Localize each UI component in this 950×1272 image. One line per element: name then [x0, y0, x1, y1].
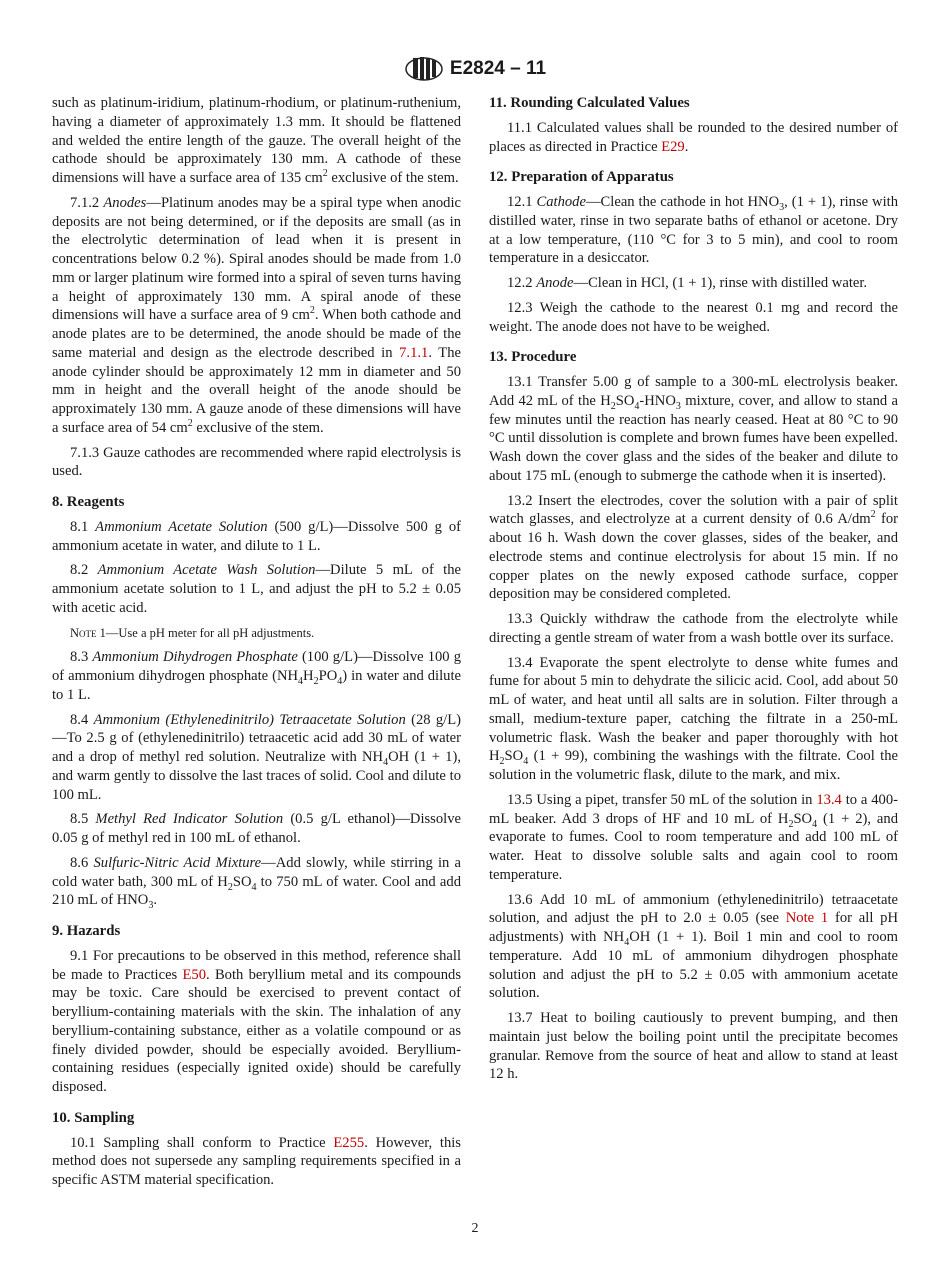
- text-run: SO: [504, 748, 524, 765]
- text-run: —Platinum anodes may be a spiral type when anodic deposits are not being determined, or if the deposits are small (as in the electrolytic determination of lead when it is present in concentrations below 0.2 %). Spiral anodes should be made from 1.0 mm or larger platinum wire formed into a spiral of seven turns having a height of approximately 130 mm. A spiral anode of these dimensions will have a surface area of 9 cm: [52, 194, 461, 324]
- text-run: to 750 mL of water. Cool and add 210 mL of HNO: [52, 873, 461, 909]
- paragraph: [489, 119, 898, 157]
- text-run: PO: [318, 668, 338, 684]
- italic-text: Ammonium Acetate Solution: [95, 518, 268, 535]
- italic-text: Ammonium Acetate Wash Solution: [97, 562, 316, 579]
- text-run: 13.5 Using a pipet, transfer 50 mL of the solution in: [507, 791, 817, 808]
- text-run: OH (1 + 1). Boil 1 min and cool to room temperature. Add 10 mL of ammonium dihydrogen phosphate solution and adjust the pH to 5.2 ± 0.05 with ammonium acetate solution.: [489, 929, 899, 1002]
- superscript: 2: [870, 509, 876, 521]
- subscript: 4: [337, 675, 343, 687]
- paragraph: [489, 274, 898, 293]
- text-run: . When both cathode and anode plates are to be determined, the anode should be made of the same material and design as the electrode described in: [52, 307, 461, 361]
- right-column: [489, 94, 898, 1090]
- text-run: .: [153, 892, 157, 909]
- subscript: 4: [383, 756, 389, 768]
- paragraph: [52, 711, 461, 805]
- text-run: to a 400-mL beaker. Add 3 drops of HF and 10 mL of H: [489, 791, 898, 827]
- paragraph: [489, 193, 898, 268]
- paragraph: [489, 1009, 898, 1084]
- subscript: 2: [313, 675, 319, 687]
- text-run: 10.1 Sampling shall conform to Practice: [70, 1134, 334, 1151]
- subscript: 3: [779, 201, 785, 213]
- text-run: 8.6: [70, 854, 94, 871]
- text-run: —Add slowly, while stirring in a cold water bath, 300 mL of H: [52, 854, 462, 890]
- subscript: 4: [251, 881, 257, 893]
- section-heading: [489, 348, 898, 367]
- paragraph: [489, 299, 898, 337]
- text-run: 13.7 Heat to boiling cautiously to prevent bumping, and then maintain just below the boiling point until the precipitate becomes granular. Remove from the source of heat and allow to stand at least 12 h.: [489, 1010, 898, 1083]
- section-heading: [52, 493, 461, 512]
- text-run: (500 g/L)—Dissolve 500 g of ammonium acetate in water, and dilute to 1 L.: [52, 518, 462, 554]
- text-run: mixture, cover, and allow to stand a few minutes until the reaction has nearly ceased. Heat at 80 °C to 90 °C until dissolution is complete and brown fumes have been expelled. Wash down the cover glass and the sides of the beaker and dilute to about 175 mL (enough to submerge the cathode when it is inserted).: [489, 392, 899, 484]
- subscript: 4: [523, 756, 529, 768]
- subscript: 2: [788, 818, 794, 830]
- text-run: SO: [615, 392, 635, 409]
- text-run: (100 g/L)—Dissolve 100 g of ammonium dihydrogen phosphate (NH: [52, 649, 462, 684]
- text-run: 8.4: [70, 711, 94, 728]
- subscript: 3: [675, 400, 681, 412]
- paragraph: [489, 791, 898, 885]
- text-run: SO: [232, 873, 252, 890]
- text-run: 12.2: [507, 275, 537, 291]
- subscript: 2: [610, 400, 616, 412]
- paragraph: [52, 1134, 461, 1190]
- paragraph: [52, 810, 461, 848]
- text-run: 13.4 Evaporate the spent electrolyte to dense white fumes and fume for about 5 min to dehydrate the silicic acid. Cool, add about 50 mL of water, and heat until all salts are in solution. Filter through a small, medium-texture paper, catching the filtrate in a 250-mL volumetric flask. Wash the beaker and paper thoroughly with hot H: [489, 654, 898, 765]
- italic-text: Methyl Red Indicator Solution: [95, 811, 284, 828]
- text-run: (0.5 g/L ethanol)—Dissolve 0.05 g of methyl red in 100 mL of ethanol.: [52, 811, 461, 846]
- section-heading: [52, 922, 461, 941]
- text-run: 7.1.2: [70, 194, 104, 211]
- paragraph: [489, 373, 898, 486]
- cross-reference-link[interactable]: E255: [333, 1134, 365, 1151]
- section-heading: [489, 168, 898, 187]
- subscript: 4: [624, 936, 630, 948]
- paragraph: [489, 654, 898, 785]
- cross-reference-link[interactable]: E50: [182, 966, 207, 983]
- subscript: 4: [634, 400, 640, 412]
- text-run: . Both beryllium metal and its compounds may be toxic. Care should be exercised to prevent contact of beryllium-containing materials with the skin. The inhalation of any beryllium-containing substance, either as a volatile compound or as finely divided powder, should be especially avoided. Beryllium-containing residues (especially ignited oxide) should be carefully disposed.: [52, 966, 461, 1095]
- paragraph: [52, 854, 461, 910]
- text-run: 13.6 Add 10 mL of ammonium (ethylenedinitrilo) tetraacetate solution, and adjust the pH to 2.0 ± 0.05 (see: [489, 891, 898, 927]
- subscript: 3: [148, 900, 154, 912]
- text-run: 13. Procedure: [489, 349, 577, 366]
- cross-reference-link[interactable]: 13.4: [816, 791, 842, 808]
- text-run: 12.1: [507, 194, 537, 210]
- text-run: 8. Reagents: [52, 494, 125, 510]
- paragraph: [52, 444, 461, 482]
- text-run: 11.1 Calculated values shall be rounded to the desired number of places as directed in Practice: [489, 119, 898, 155]
- text-run: H: [303, 668, 314, 684]
- text-run: -HNO: [639, 392, 676, 409]
- italic-text: Sulfuric-Nitric Acid Mixture: [93, 854, 262, 871]
- note-label: Note: [70, 625, 97, 640]
- superscript: 2: [187, 417, 193, 429]
- page-number: 2: [471, 1221, 479, 1236]
- cross-reference-link[interactable]: E29: [661, 138, 685, 155]
- note: [52, 624, 461, 643]
- text-run: (28 g/L)—To 2.5 g of (ethylenedinitrilo) tetraacetic acid add 30 mL of water and a drop of methyl red solution. Neutralize with NH: [52, 711, 461, 765]
- text-run: 10. Sampling: [52, 1109, 135, 1126]
- text-run: 8.3: [70, 649, 93, 666]
- text-run: for all pH adjustments) with NH: [489, 910, 898, 945]
- text-run: —Clean in HCl, (1 + 1), rinse with distilled water.: [573, 275, 868, 291]
- paragraph: [52, 947, 461, 1097]
- page-header: [0, 55, 950, 83]
- subscript: 4: [812, 818, 818, 830]
- text-run: exclusive of the stem.: [327, 170, 459, 186]
- text-run: (1 + 2), and evaporate to fumes. Cool to room temperature and add 100 mL of water. Heat to dissolve soluble salts and again cool to room temperature.: [489, 810, 899, 883]
- astm-logo-icon: [404, 55, 444, 83]
- text-run: 9. Hazards: [52, 923, 121, 939]
- document-designation: E2824 – 11: [449, 58, 547, 79]
- text-run: SO: [793, 810, 813, 827]
- paragraph: [52, 561, 461, 617]
- left-column: [52, 94, 461, 1196]
- text-run: 8.5: [70, 811, 96, 828]
- italic-text: Anode: [536, 275, 574, 291]
- section-heading: [52, 1109, 461, 1128]
- subscript: 4: [298, 675, 304, 687]
- text-run: 8.1: [70, 518, 96, 535]
- text-run: 13.2 Insert the electrodes, cover the solution with a pair of split watch glasses, and electrolyze at a current density of 0.6 A/dm: [489, 492, 898, 528]
- text-run: exclusive of the stem.: [192, 419, 324, 436]
- text-run: 8.2: [70, 562, 98, 579]
- paragraph: [52, 518, 461, 556]
- italic-text: Ammonium Dihydrogen Phosphate: [92, 649, 298, 666]
- italic-text: Ammonium (Ethylenedinitrilo) Tetraacetate Solution: [93, 711, 406, 728]
- text-run: . The anode cylinder should be approximately 12 mm in diameter and 50 mm in height and the overall height of the anode should be approximately 130 mm. A gauze anode of these dimensions will have a surface area of 54 cm: [52, 344, 461, 436]
- text-run: such as platinum-iridium, platinum-rhodium, or platinum-ruthenium, having a diameter of approximately 1.3 mm. It should be flattened and welded the entire length of the gauze. The overall height of the cathode should be approximately 130 mm. A cathode of these dimensions will have a surface area of 135 cm: [52, 95, 461, 186]
- section-heading: [489, 94, 898, 113]
- paragraph: [489, 891, 898, 1004]
- text-run: .: [684, 138, 689, 155]
- text-run: . However, this method does not supersede any sampling requirements specified in a specific ASTM material specification.: [52, 1134, 461, 1188]
- italic-text: Cathode: [536, 194, 586, 210]
- text-run: 11. Rounding Calculated Values: [489, 95, 690, 111]
- text-run: —Dilute 5 mL of the ammonium acetate solution to 1 L, and adjust the pH to 5.2 ± 0.05 with acetic acid.: [52, 562, 462, 616]
- text-run: , (1 + 1), rinse with distilled water, rinse in two separate baths of ethanol or acetone. Dry at a low temperature, (110 °C for 3 to 5 min), and cool to room temperature in a desiccator.: [489, 194, 898, 267]
- text-run: 1—Use a pH meter for all pH adjustments.: [96, 625, 315, 640]
- paragraph: [52, 94, 461, 188]
- subscript: 2: [227, 881, 233, 893]
- italic-text: Anodes: [103, 194, 147, 211]
- text-run: 12. Preparation of Apparatus: [489, 169, 674, 186]
- paragraph: [52, 648, 461, 704]
- cross-reference-link[interactable]: Note 1: [785, 910, 829, 927]
- superscript: 2: [309, 305, 315, 317]
- text-run: ) in water and dilute to 1 L.: [52, 668, 461, 703]
- text-run: for about 16 h. Wash down the cover glasses, sides of the beaker, and electrode stems and continue electrolysis for about 15 min. If no copper plates on the newly exposed cathode surface, copper deposition may be considered completed.: [489, 511, 898, 603]
- subscript: 2: [499, 756, 505, 768]
- text-run: 13.3 Quickly withdraw the cathode from the electrolyte while directing a gentle stream of water from a wash bottle over its surface.: [489, 611, 898, 646]
- text-run: 13.1 Transfer 5.00 g of sample to a 300-mL electrolysis beaker. Add 42 mL of the H: [489, 374, 898, 409]
- superscript: 2: [322, 168, 328, 180]
- text-run: (1 + 99), combining the washings with the filtrate. Cool the solution in the volumetric flask, dilute to the mark, and mix.: [489, 748, 898, 783]
- text-run: —Clean the cathode in hot HNO: [585, 194, 780, 210]
- paragraph: [52, 194, 461, 438]
- text-run: 7.1.3 Gauze cathodes are recommended where rapid electrolysis is used.: [52, 444, 461, 480]
- paragraph: [489, 610, 898, 648]
- paragraph: [489, 492, 898, 605]
- text-run: OH (1 + 1), and warm gently to dissolve the last traces of solid. Cool and dilute to 100 mL.: [52, 749, 461, 803]
- cross-reference-link[interactable]: 7.1.1: [399, 344, 429, 361]
- text-run: 9.1 For precautions to be observed in this method, reference shall be made to Practices: [52, 947, 461, 983]
- text-run: 12.3 Weigh the cathode to the nearest 0.1 mg and record the weight. The anode does not have to be weighed.: [489, 299, 898, 335]
